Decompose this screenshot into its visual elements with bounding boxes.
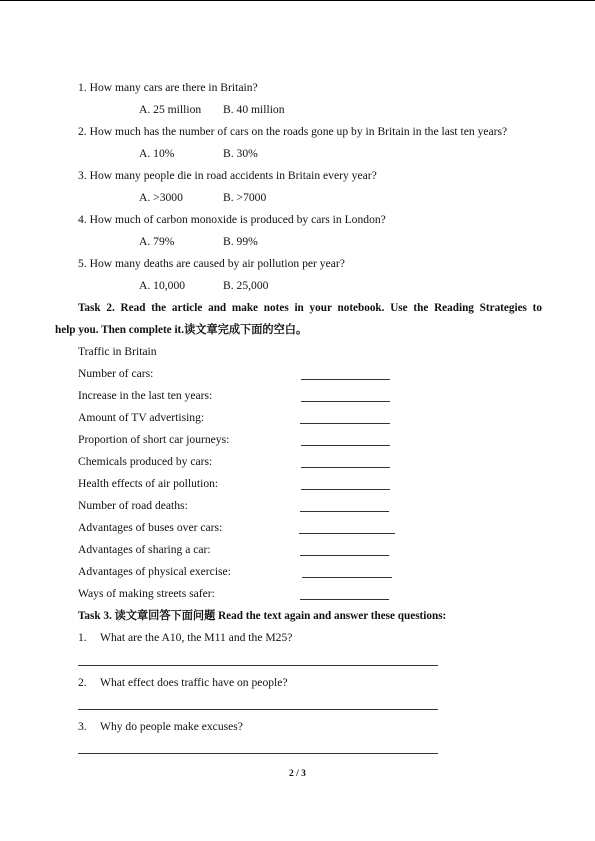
task2-blank[interactable]	[301, 378, 390, 380]
task3-question-3	[78, 720, 243, 734]
question-2-option-b: B. 30%	[223, 147, 258, 160]
task2-item-label: Proportion of short car journeys:	[78, 433, 230, 446]
task2-blank[interactable]	[300, 422, 390, 424]
task2-item-label: Number of cars:	[78, 367, 154, 380]
task2-item-label: Number of road deaths:	[78, 499, 188, 512]
question-1-option-b: B. 40 million	[223, 103, 285, 116]
page-top-border	[0, 0, 595, 1]
task3-question-text: Why do people make excuses?	[100, 720, 243, 733]
task2-blank[interactable]	[302, 576, 392, 578]
question-5-option-b: B. 25,000	[223, 279, 269, 292]
task2-blank[interactable]	[299, 532, 395, 534]
task2-blank[interactable]	[301, 466, 390, 468]
question-3: 3. How many people die in road accidents in Britain every year?	[78, 169, 377, 182]
task3-question-number: 2.	[78, 676, 87, 689]
question-2-option-a: A. 10%	[139, 147, 175, 160]
task3-answer-line-3[interactable]	[78, 752, 438, 754]
question-2: 2. How much has the number of cars on the roads gone up by in Britain in the last ten years?	[78, 125, 508, 138]
task2-blank[interactable]	[301, 400, 390, 402]
task3-question-1	[78, 631, 292, 645]
task2-item-label: Amount of TV advertising:	[78, 411, 205, 424]
task3-answer-line-2[interactable]	[78, 708, 438, 710]
task2-item-label: Chemicals produced by cars:	[78, 455, 213, 468]
task2-blank[interactable]	[300, 598, 389, 600]
question-5-option-a: A. 10,000	[139, 279, 186, 292]
task2-item-label: Ways of making streets safer:	[78, 587, 215, 600]
question-4-option-a: A. 79%	[139, 235, 175, 248]
page-number: 2 / 3	[289, 769, 306, 779]
task2-item-label: Advantages of sharing a car:	[78, 543, 211, 556]
task2-heading: Traffic in Britain	[78, 345, 157, 358]
question-4: 4. How much of carbon monoxide is produced by cars in London?	[78, 213, 386, 226]
question-1: 1. How many cars are there in Britain?	[78, 81, 258, 94]
question-4-option-b: B. 99%	[223, 235, 258, 248]
task2-instruction-line1: Task 2. Read the article and make notes in your notebook. Use the Reading Strategies to	[78, 302, 542, 314]
task2-item-label: Increase in the last ten years:	[78, 389, 213, 402]
question-1-option-a: A. 25 million	[139, 103, 202, 116]
question-3-option-a: A. >3000	[139, 191, 183, 204]
task2-blank[interactable]	[301, 444, 390, 446]
task3-question-text: What effect does traffic have on people?	[100, 676, 288, 689]
task3-question-text: What are the A10, the M11 and the M25?	[100, 631, 293, 644]
task2-item-label: Advantages of physical exercise:	[78, 565, 231, 578]
task3-title: Task 3. 读文章回答下面问题 Read the text again and answer these questions:	[78, 610, 447, 622]
question-5: 5. How many deaths are caused by air pollution per year?	[78, 257, 345, 270]
question-3-option-b: B. >7000	[223, 191, 267, 204]
task2-instruction-line2: help you. Then complete it.读文章完成下面的空白。	[55, 324, 308, 336]
task2-blank[interactable]	[300, 554, 389, 556]
task2-blank[interactable]	[300, 510, 389, 512]
task3-question-number: 1.	[78, 631, 87, 644]
task3-answer-line-1[interactable]	[78, 664, 438, 666]
task2-blank[interactable]	[301, 488, 390, 490]
task2-item-label: Health effects of air pollution:	[78, 477, 219, 490]
task3-question-2	[78, 676, 288, 690]
task2-item-label: Advantages of buses over cars:	[78, 521, 223, 534]
task3-question-number: 3.	[78, 720, 87, 733]
